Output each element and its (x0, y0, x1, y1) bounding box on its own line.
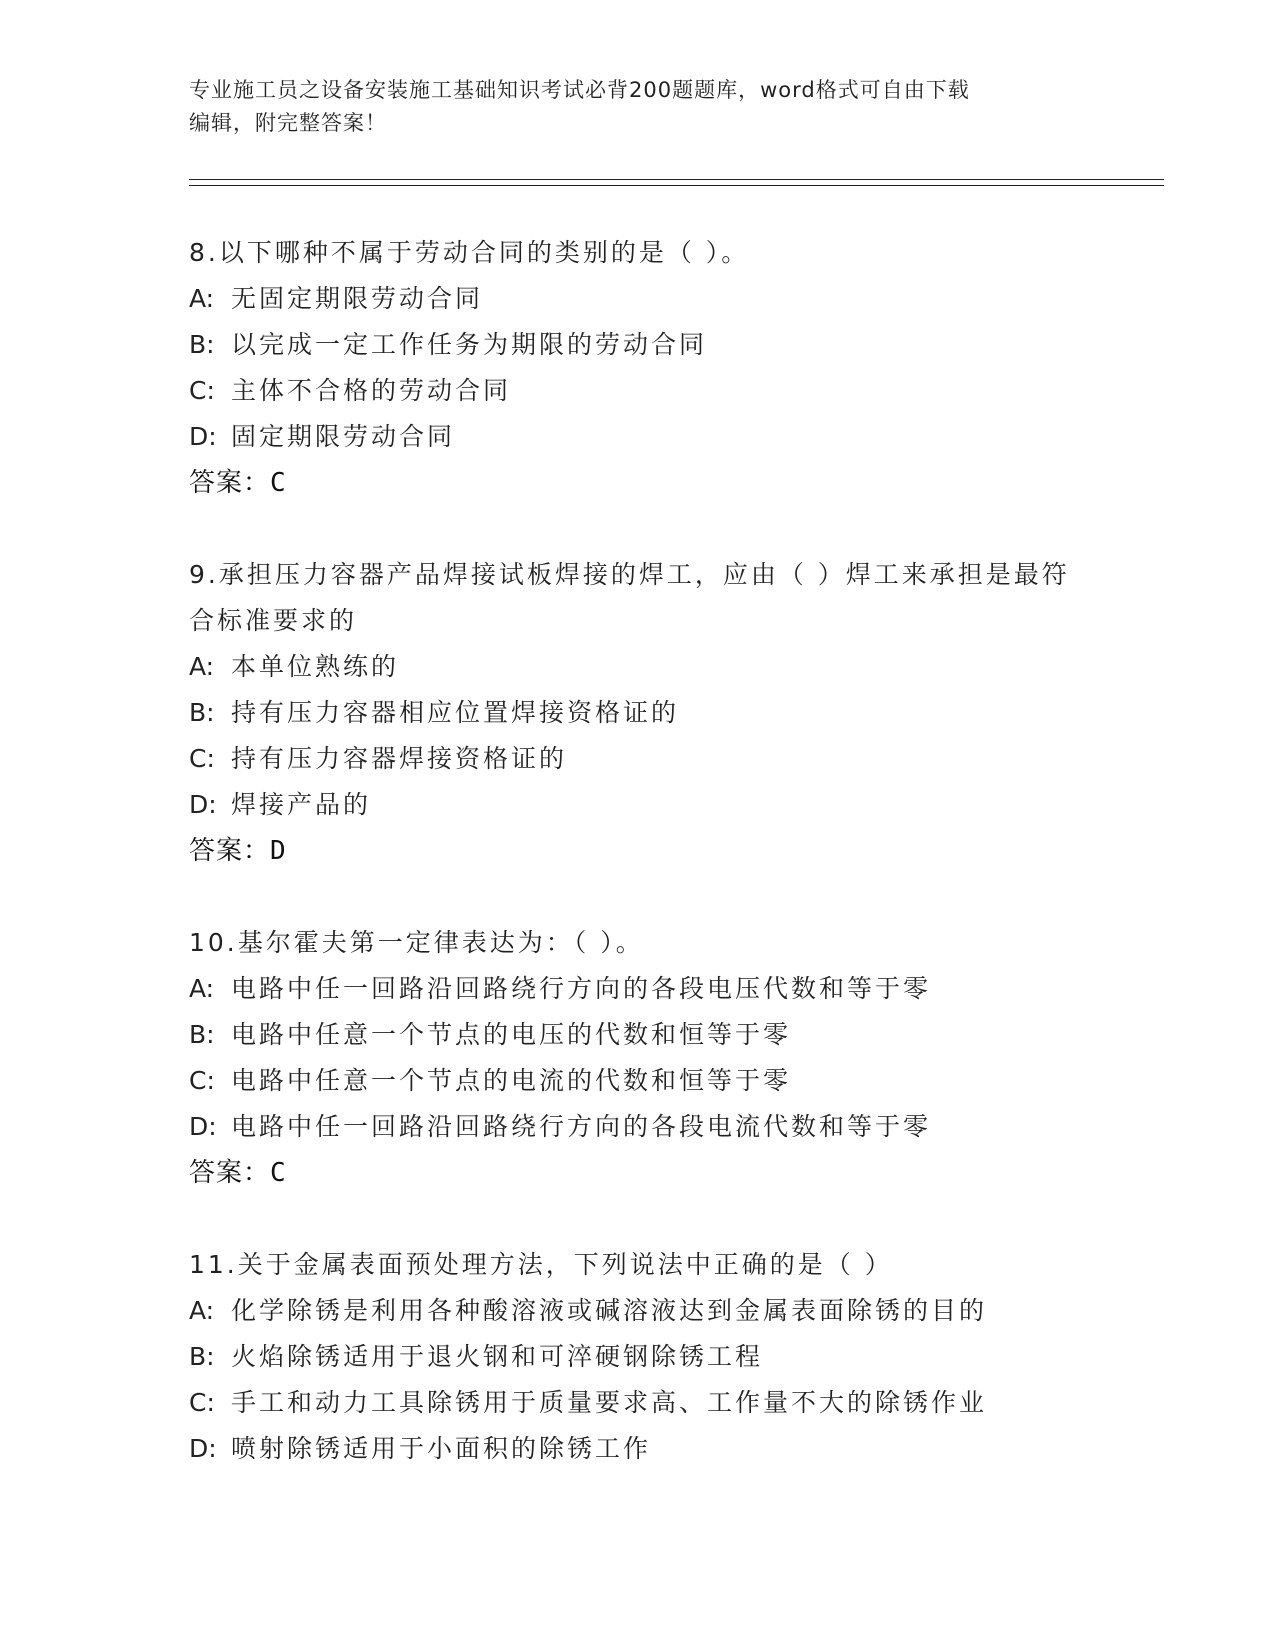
option-letter: D: (189, 790, 217, 819)
option-text: 电路中任一回路沿回路绕行方向的各段电流代数和等于零 (231, 1112, 932, 1141)
question-stem: 11.关于金属表面预处理方法，下列说法中正确的是（ ） (189, 1250, 893, 1279)
option-c (189, 736, 1089, 782)
option-letter: C: (189, 744, 215, 773)
option-letter: C: (189, 1388, 215, 1417)
header-title-line-1: 专业施工员之设备安装施工基础知识考试必背200题题库，word格式可自由下载 (189, 78, 970, 102)
option-letter: B: (189, 330, 215, 359)
question-stem: 8.以下哪种不属于劳动合同的类别的是（ ）。 (189, 238, 750, 267)
answer-line (189, 828, 1089, 874)
option-letter: A: (189, 284, 215, 313)
option-text: 电路中任一回路沿回路绕行方向的各段电压代数和等于零 (231, 974, 932, 1003)
header-title-line-2: 编辑，附完整答案！ (189, 111, 387, 135)
option-a (189, 276, 1089, 322)
option-letter: B: (189, 1020, 215, 1049)
answer-value: D (270, 836, 287, 866)
option-c (189, 368, 1089, 414)
option-text: 焊接产品的 (231, 790, 372, 819)
option-b (189, 322, 1089, 368)
option-a (189, 966, 1089, 1012)
option-b (189, 1012, 1089, 1058)
option-d (189, 414, 1089, 460)
answer-label: 答案： (189, 1158, 271, 1188)
option-letter: B: (189, 1342, 215, 1371)
question-11 (189, 1242, 1089, 1472)
answer-value: C (270, 1158, 287, 1188)
option-letter: A: (189, 974, 215, 1003)
option-c (189, 1380, 1089, 1426)
option-letter: D: (189, 422, 217, 451)
option-text: 电路中任意一个节点的电流的代数和恒等于零 (231, 1066, 792, 1095)
question-9 (189, 552, 1089, 874)
answer-line (189, 1150, 1089, 1196)
option-letter: A: (189, 1296, 215, 1325)
question-stem: 10.基尔霍夫第一定律表达为：（ ）。 (189, 928, 644, 957)
option-text: 火焰除锈适用于退火钢和可淬硬钢除锈工程 (231, 1342, 764, 1371)
option-letter: D: (189, 1112, 217, 1141)
option-letter: C: (189, 376, 215, 405)
answer-label: 答案： (189, 836, 271, 866)
option-text: 化学除锈是利用各种酸溶液或碱溶液达到金属表面除锈的目的 (231, 1296, 988, 1325)
option-letter: C: (189, 1066, 215, 1095)
option-d (189, 782, 1089, 828)
question-10 (189, 920, 1089, 1196)
option-text: 电路中任意一个节点的电压的代数和恒等于零 (231, 1020, 792, 1049)
option-d (189, 1426, 1089, 1472)
answer-line (189, 460, 1089, 506)
option-d (189, 1104, 1089, 1150)
option-text: 喷射除锈适用于小面积的除锈工作 (231, 1434, 652, 1463)
option-a (189, 644, 1089, 690)
option-letter: B: (189, 698, 215, 727)
document-header (189, 74, 1069, 140)
option-text: 以完成一定工作任务为期限的劳动合同 (231, 330, 708, 359)
question-list (189, 230, 1089, 1518)
answer-label: 答案： (189, 468, 271, 498)
option-text: 持有压力容器相应位置焊接资格证的 (231, 698, 680, 727)
option-a (189, 1288, 1089, 1334)
option-letter: A: (189, 652, 215, 681)
option-text: 持有压力容器焊接资格证的 (231, 744, 568, 773)
question-8 (189, 230, 1089, 506)
option-text: 主体不合格的劳动合同 (231, 376, 512, 405)
option-b (189, 1334, 1089, 1380)
option-text: 手工和动力工具除锈用于质量要求高、工作量不大的除锈作业 (231, 1388, 988, 1417)
answer-value: C (270, 468, 287, 498)
option-b (189, 690, 1089, 736)
option-letter: D: (189, 1434, 217, 1463)
option-text: 本单位熟练的 (231, 652, 400, 681)
option-c (189, 1058, 1089, 1104)
option-text: 无固定期限劳动合同 (231, 284, 484, 313)
header-double-rule (189, 179, 1164, 186)
question-stem: 9.承担压力容器产品焊接试板焊接的焊工，应由（ ）焊工来承担是最符合标准要求的 (189, 560, 1070, 635)
option-text: 固定期限劳动合同 (231, 422, 456, 451)
